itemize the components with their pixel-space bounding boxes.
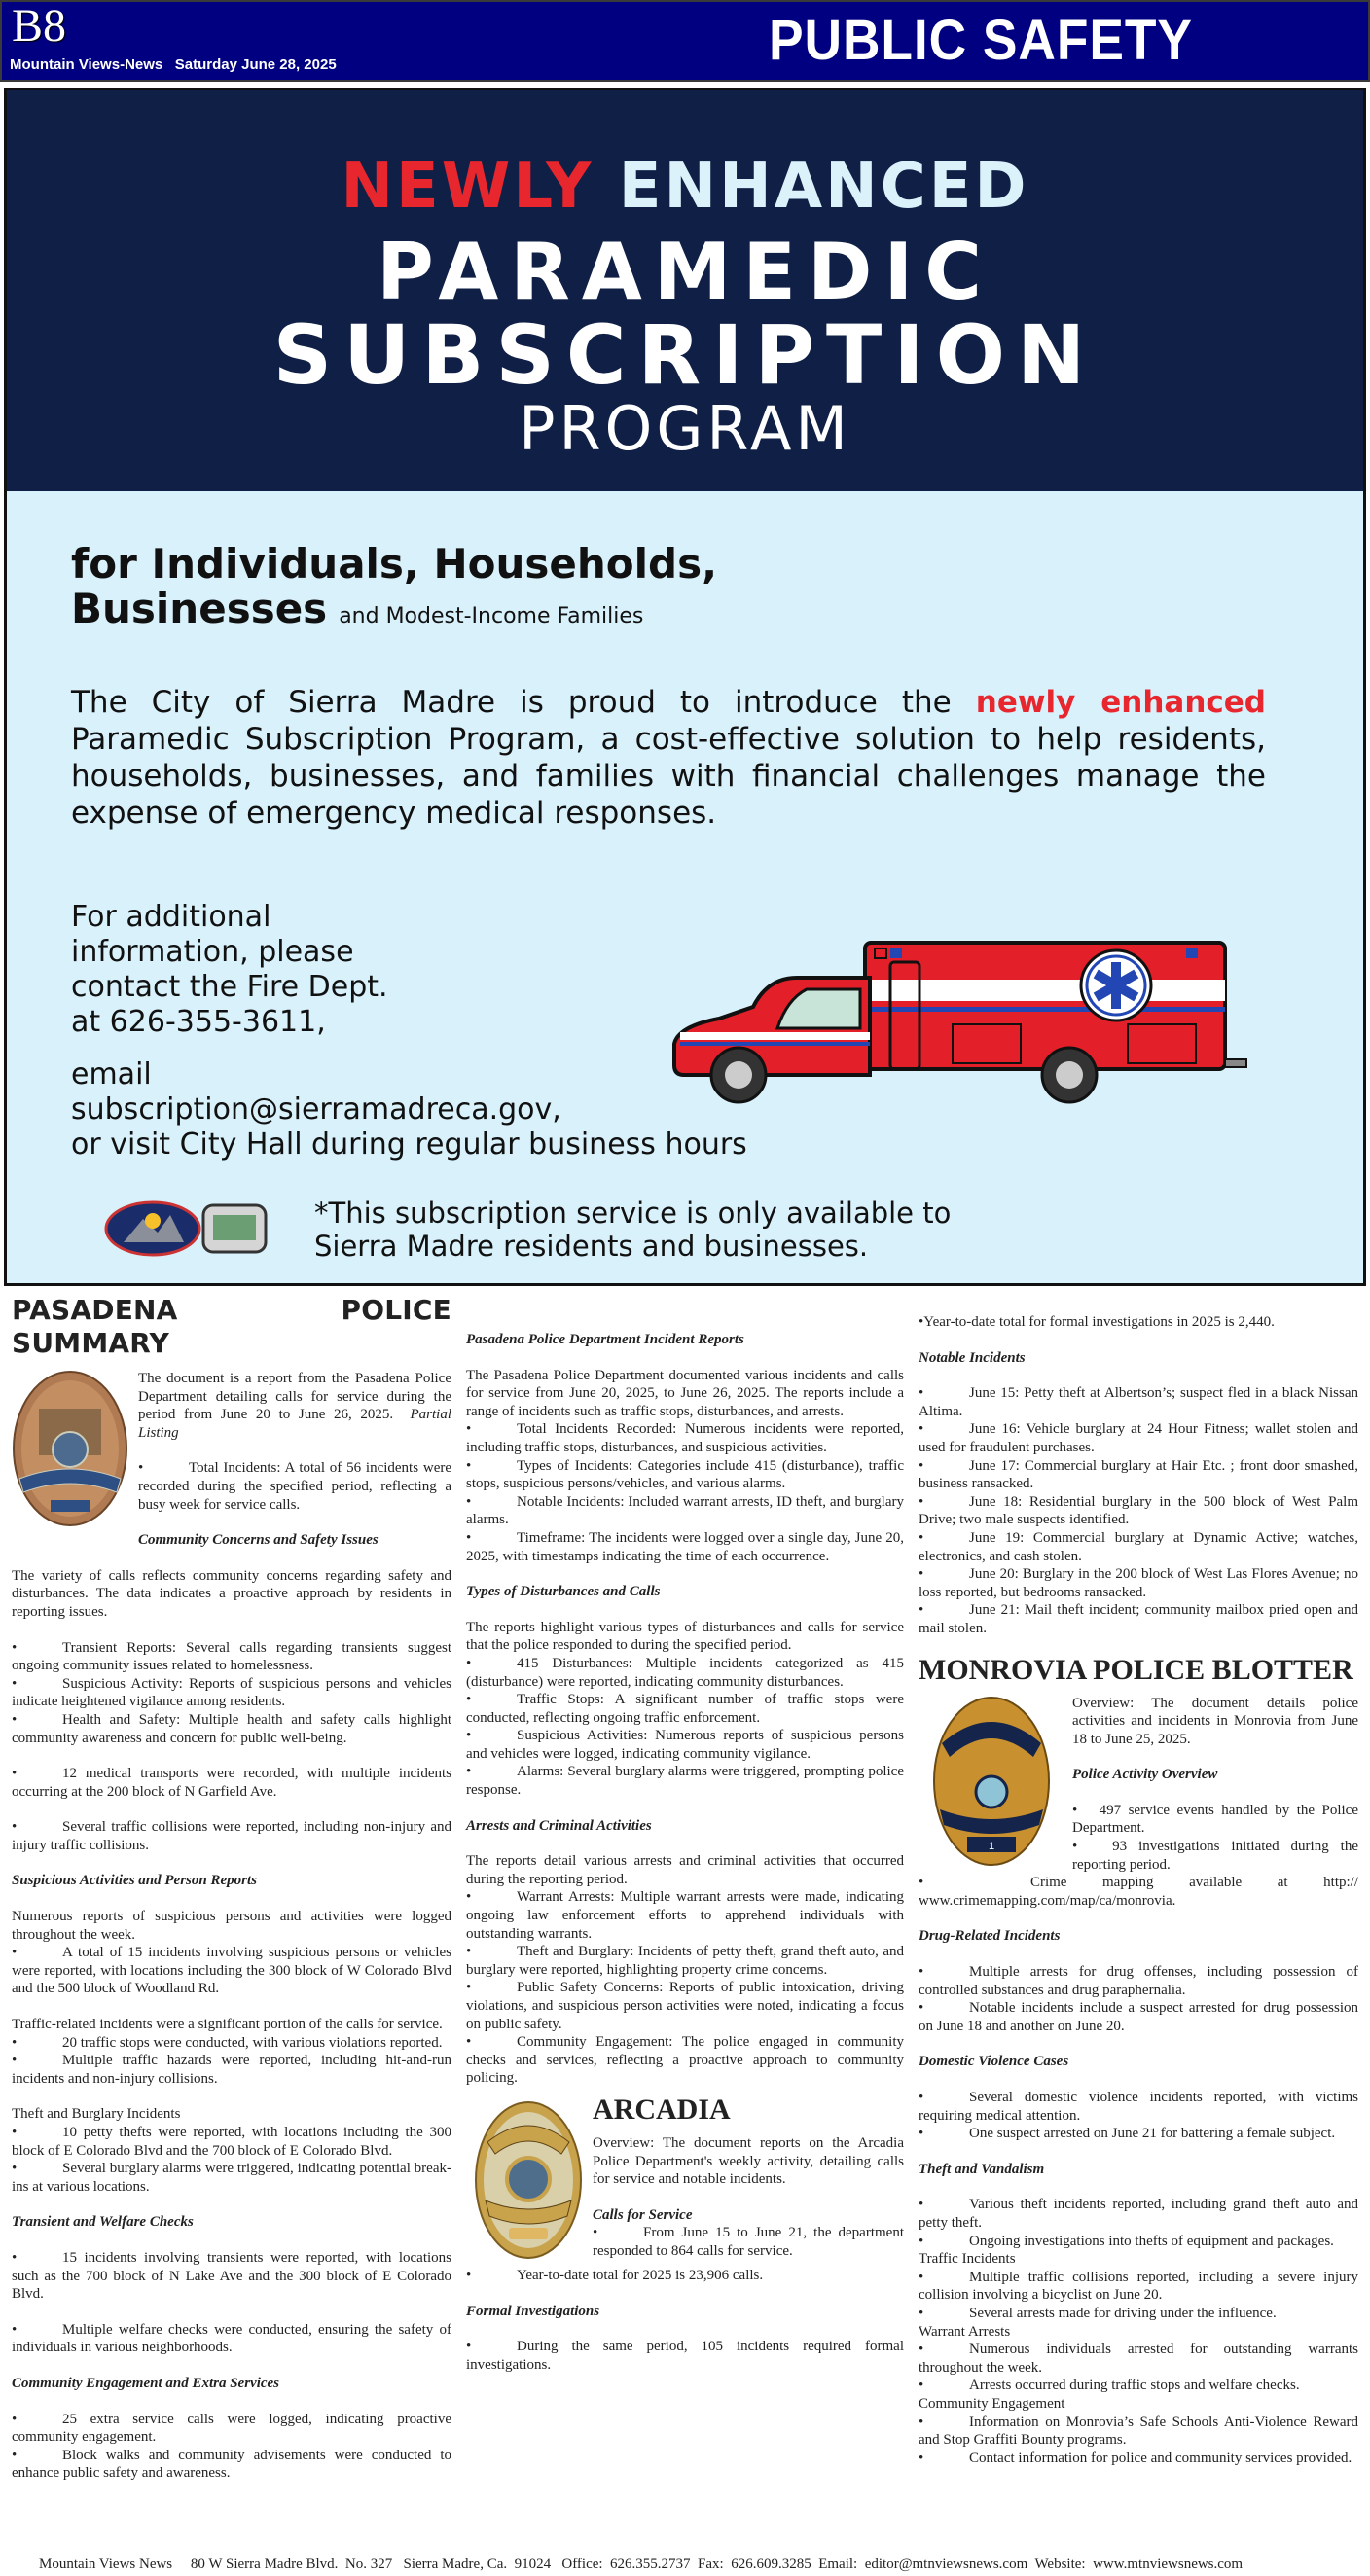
section-subheading: Suspicious Activities and Person Reports	[12, 1873, 257, 1889]
list-item: • Information on Monrovia’s Safe Schools Anti-Violence Reward and Stop Graffiti Bounty programs.	[919, 2414, 1358, 2449]
list-item: • Alarms: Several burglary alarms were triggered, prompting police response.	[466, 1764, 904, 1799]
bullet-text: Multiple welfare checks were conducted, ensuring the safety of individuals in various neighborhoods.	[12, 2321, 451, 2356]
section-subheading: Arrests and Criminal Activities	[466, 1817, 652, 1834]
disclaimer-line2: Sierra Madre residents and businesses.	[314, 1230, 869, 1263]
ad-intro-post: Paramedic Subscription Program, a cost-effective solution to help residents, households, businesses, and families with financial challenges manage the expense of emergency medical responses.	[71, 722, 1266, 831]
bullet-text: Notable incidents include a suspect arrested for drug possession on June 18 and another on June 20.	[919, 2000, 1358, 2034]
list-item: • 20 traffic stops were conducted, with various violations reported.	[12, 2034, 443, 2051]
list-item: • Warrant Arrests: Multiple warrant arrests were made, indicating ongoing law enforcement efforts to apprehend individuals with outstanding warrants.	[466, 1889, 904, 1942]
contact-line: For additional	[71, 900, 271, 934]
list-item: • From June 15 to June 21, the department responded to 864 calls for service.	[593, 2225, 904, 2259]
section-subheading: Drug-Related Incidents	[919, 1928, 1061, 1945]
bullet-text: June 21: Mail theft incident; community mailbox pried open and mail stolen.	[919, 1602, 1358, 1636]
bullet-text: 15 incidents involving transients were reported, with locations such as the 700 block of N Lake Ave and the 300 block of E Colorado Blvd.	[12, 2249, 451, 2303]
email-address[interactable]: subscription@sierramadreca.gov,	[71, 1092, 561, 1127]
ad-headline-line1	[7, 151, 1363, 223]
bullet-text: Arrests occurred during traffic stops and welfare checks.	[969, 2378, 1300, 2394]
bullet-text: June 20: Burglary in the 200 block of West Las Flores Avenue; no loss reported, but bedrooms ransacked.	[919, 1566, 1358, 1600]
bullet-text: Transient Reports: Several calls regarding transients suggest ongoing community issues related to homelessness.	[12, 1639, 451, 1674]
list-item: • Various theft incidents reported, including grand theft auto and petty theft.	[919, 2197, 1358, 2231]
bullet-text: 415 Disturbances: Multiple incidents categorized as 415 (disturbance) were reported, indicating community disturbances.	[466, 1655, 904, 1690]
svg-text:1: 1	[988, 1840, 995, 1852]
paragraph: The reports highlight various types of disturbances and calls for service that the police responded to during the specified period.	[466, 1619, 904, 1654]
bullet-text: Suspicious Activities: Numerous reports of suspicious persons and vehicles were logged, indicating community vigilance.	[466, 1728, 904, 1762]
pasadena-continued-and-arcadia	[466, 1313, 904, 2374]
list-item: • Multiple arrests for drug offenses, including possession of controlled substances and drug paraphernalia.	[919, 1964, 1358, 1998]
paragraph-label: Traffic Incidents	[919, 2251, 1016, 2268]
section-subheading: Types of Disturbances and Calls	[466, 1584, 661, 1600]
bullet-text: Several traffic collisions were reported, including non-injury and injury traffic collisions.	[12, 1819, 451, 1853]
bullet-text: Traffic Stops: A significant number of traffic stops were conducted, reflecting ongoing traffic enforcement.	[466, 1692, 904, 1726]
article-headline: ARCADIA	[593, 2093, 731, 2126]
pasadena-police-summary	[12, 1294, 451, 2483]
list-item: • June 20: Burglary in the 200 block of West Las Flores Avenue; no loss reported, but bedrooms ransacked.	[919, 1566, 1358, 1600]
bullet-text: Several arrests made for driving under the influence.	[969, 2305, 1277, 2321]
list-item: • Suspicious Activities: Numerous reports of suspicious persons and vehicles were logged, indicating community vigilance.	[466, 1728, 904, 1762]
bullet-text: Total Incidents: A total of 56 incidents were recorded during the specified period, reflecting a busy week for service calls.	[138, 1460, 451, 1513]
section-subheading: Formal Investigations	[466, 2303, 600, 2319]
list-item: • 497 service events handled by the Police Department.	[1072, 1802, 1358, 1837]
list-item: • Multiple traffic collisions reported, including a severe injury collision involving a bicyclist on June 20.	[919, 2269, 1358, 2304]
paragraph-label: Theft and Burglary Incidents	[12, 2106, 181, 2123]
contact-phone: at 626-355-3611,	[71, 1005, 326, 1039]
partial-listing-note: Partial Listing	[138, 1407, 452, 1441]
list-item: • Year-to-date total for 2025 is 23,906 calls.	[466, 2267, 764, 2283]
crime-mapping-link[interactable]: Crime mapping available at http:// www.crimemapping.com/map/ca/monrovia.	[919, 1875, 1358, 1909]
bullet-text: Multiple arrests for drug offenses, including possession of controlled substances and drug paraphernalia.	[919, 1964, 1358, 1998]
list-item: • Community Engagement: The police engaged in community checks and services, reflecting a proactive approach to community policing.	[466, 2034, 904, 2087]
ad-body	[7, 491, 1363, 1283]
section-subheading: Community Concerns and Safety Issues	[138, 1532, 379, 1549]
bullet-text: Multiple traffic collisions reported, including a severe injury collision involving a bicyclist on June 20.	[919, 2269, 1358, 2304]
section-subheading: Notable Incidents	[919, 1349, 1026, 1366]
section-subheading: Transient and Welfare Checks	[12, 2214, 194, 2231]
bullet-text: 497 service events handled by the Police Department.	[1072, 1802, 1358, 1837]
bullet-text: During the same period, 105 incidents required formal investigations.	[466, 2339, 904, 2373]
list-item: • During the same period, 105 incidents required formal investigations.	[466, 2339, 904, 2373]
ad-intro-paragraph	[71, 684, 1266, 832]
list-item: • June 16: Vehicle burglary at 24 Hour Fitness; wallet stolen and used for fraudulent purchases.	[919, 1421, 1358, 1455]
paper-name-and-date: Mountain Views-News Saturday June 28, 2025	[10, 56, 337, 73]
bullet-text: Warrant Arrests: Multiple warrant arrests were made, indicating ongoing law enforcement efforts to apprehend individuals with outstanding warrants.	[466, 1889, 904, 1942]
ad-intro-highlight: newly enhanced	[975, 685, 1266, 720]
paragraph: Numerous reports of suspicious persons and activities were logged throughout the week.	[12, 1909, 451, 1943]
section-subheading: Pasadena Police Department Incident Reports	[466, 1332, 744, 1347]
list-item: • Suspicious Activity: Reports of suspicious persons and vehicles indicate heightened vigilance among residents.	[12, 1675, 451, 1710]
bullet-text: A total of 15 incidents involving suspicious persons or vehicles were reported, with locations including the 300 block of W Colorado Blvd and the 500 block of Woodland Rd.	[12, 1945, 451, 1997]
visit-city-hall: or visit City Hall during regular business hours	[71, 1127, 747, 1162]
list-item: • June 15: Petty theft at Albertson’s; suspect fled in a black Nissan Altima.	[919, 1385, 1358, 1419]
pasadena-badge-icon	[12, 1370, 128, 1527]
section-title: PUBLIC SAFETY	[769, 9, 1193, 72]
arcadia-police-badge-image	[474, 2099, 583, 2261]
bullet-text: Alarms: Several burglary alarms were triggered, prompting police response.	[466, 1764, 904, 1799]
section-subheading: Domestic Violence Cases	[919, 2054, 1069, 2070]
list-item: • Total Incidents Recorded: Numerous incidents were reported, including traffic stops, disturbances, and suspicious activities.	[466, 1421, 904, 1455]
list-item: • Several traffic collisions were reported, including non-injury and injury traffic collisions.	[12, 1819, 451, 1853]
monrovia-badge-icon	[932, 1695, 1051, 1868]
bullet-text: June 17: Commercial burglary at Hair Etc. ; front door smashed, business ransacked.	[919, 1457, 1358, 1492]
bullet-text: 12 medical transports were recorded, with multiple incidents occurring at the 200 block of N Garfield Ave.	[12, 1766, 451, 1800]
arcadia-badge-icon	[474, 2099, 583, 2261]
intro-text: The document is a report from the Pasadena Police Department detailing calls for service during the period from June 20 to June 26, 2025.	[138, 1371, 451, 1423]
list-item: • June 18: Residential burglary in the 500 block of West Palm Drive; two male suspects identified.	[919, 1493, 1358, 1528]
bullet-text: Ongoing investigations into thefts of equipment and packages.	[969, 2233, 1334, 2249]
ad-disclaimer	[314, 1197, 951, 1263]
ad-audience-line2: Businesses	[71, 585, 328, 632]
paragraph: The variety of calls reflects community concerns regarding safety and disturbances. The data indicates a proactive approach by residents in reporting issues.	[12, 1567, 451, 1620]
paragraph-label: Warrant Arrests	[919, 2323, 1011, 2340]
list-item: • Crime mapping available at http:// www.crimemapping.com/map/ca/monrovia.	[919, 1875, 1358, 1909]
list-item: • Traffic Stops: A significant number of traffic stops were conducted, reflecting ongoing traffic enforcement.	[466, 1692, 904, 1726]
list-item: • Ongoing investigations into thefts of equipment and packages.	[919, 2233, 1334, 2249]
paragraph: Traffic-related incidents were a significant portion of the calls for service.	[12, 2017, 443, 2033]
list-item: • 415 Disturbances: Multiple incidents categorized as 415 (disturbance) were reported, indicating community disturbances.	[466, 1655, 904, 1690]
list-item: • Several domestic violence incidents reported, with victims requiring medical attention.	[919, 2090, 1358, 2124]
page-number: B8	[12, 0, 67, 52]
ad-audience-small: and Modest-Income Families	[339, 604, 644, 628]
list-item: • One suspect arrested on June 21 for battering a female subject.	[919, 2126, 1336, 2142]
list-item: •Year-to-date total for formal investigations in 2025 is 2,440.	[919, 1314, 1275, 1330]
ad-contact-info	[71, 900, 747, 1163]
bullet-text: Year-to-date total for formal investigations in 2025 is 2,440.	[923, 1314, 1275, 1330]
list-item: • Arrests occurred during traffic stops and welfare checks.	[919, 2378, 1300, 2394]
arcadia-overview: Overview: The document reports on the Arcadia Police Department's weekly activity, detailing calls for service and notable incidents.	[593, 2134, 904, 2188]
list-item: • A total of 15 incidents involving suspicious persons or vehicles were reported, with locations including the 300 block of W Colorado Blvd and the 500 block of Woodland Rd.	[12, 1945, 451, 1997]
email-label: email	[71, 1057, 152, 1091]
list-item: • June 21: Mail theft incident; community mailbox pried open and mail stolen.	[919, 1602, 1358, 1636]
bullet-text: 20 traffic stops were conducted, with various violations reported.	[62, 2034, 443, 2051]
contact-line: contact the Fire Dept.	[71, 970, 388, 1004]
bullet-text: June 15: Petty theft at Albertson’s; suspect fled in a black Nissan Altima.	[919, 1385, 1358, 1419]
bullet-text: Numerous individuals arrested for outstanding warrants throughout the week.	[919, 2342, 1358, 2376]
bullet-text: Types of Incidents: Categories include 415 (disturbance), traffic stops, suspicious persons/vehicles, and various alarms.	[466, 1457, 904, 1492]
paragraph: The Pasadena Police Department documented various incidents and calls for service from June 20, 2025, to June 26, 2025. The reports include a range of incidents such as traffic stops, disturbances, and arrests.	[466, 1367, 904, 1419]
ad-headline-newly: NEWLY	[341, 151, 595, 223]
bullet-text: June 18: Residential burglary in the 500 block of West Palm Drive; two male suspects identified.	[919, 1493, 1358, 1528]
paramedic-subscription-ad	[4, 88, 1366, 1286]
section-subheading: Police Activity Overview	[1072, 1767, 1218, 1783]
page-footer: Mountain Views News 80 W Sierra Madre Blvd. No. 327 Sierra Madre, Ca. 91024 Office: 626.355.2737 Fax: 626.609.3285 Email: editor@mtnviewsnews.com Website: www.mtnviewsnews.com	[39, 2557, 1244, 2572]
ad-headline-paramedic: PARAMEDIC	[377, 227, 993, 317]
disclaimer-line1: *This subscription service is only available to	[314, 1197, 952, 1230]
bullet-text: 25 extra service calls were logged, indicating proactive community engagement.	[12, 2411, 451, 2446]
ad-audience-line1: for Individuals, Households,	[71, 540, 718, 588]
bullet-text: Suspicious Activity: Reports of suspicious persons and vehicles indicate heightened vigilance among residents.	[12, 1675, 451, 1710]
bullet-text: Multiple traffic hazards were reported, including hit-and-run incidents and non-injury collisions.	[12, 2053, 451, 2087]
masthead	[0, 0, 1370, 82]
list-item: • Timeframe: The incidents were logged over a single day, June 20, 2025, with timestamps indicating the time of each occurrence.	[466, 1529, 904, 1564]
paragraph: The reports detail various arrests and criminal activities that occurred during the reporting period.	[466, 1853, 904, 1887]
list-item: • Numerous individuals arrested for outstanding warrants throughout the week.	[919, 2342, 1358, 2376]
ad-headline-program: PROGRAM	[519, 393, 851, 464]
monrovia-police-badge-image	[932, 1695, 1051, 1868]
section-subheading: Theft and Vandalism	[919, 2161, 1045, 2177]
ad-headline-subscription: SUBSCRIPTION	[272, 307, 1098, 403]
bullet-text: 93 investigations initiated during the reporting period.	[1072, 1839, 1358, 1873]
list-item: • Notable Incidents: Included warrant arrests, ID theft, and burglary alarms.	[466, 1493, 904, 1528]
list-item: • 10 petty thefts were reported, with locations including the 300 block of E Colorado Blvd and the 700 block of E Colorado Blvd.	[12, 2125, 451, 2159]
list-item: • Contact information for police and community services provided.	[919, 2450, 1352, 2466]
ad-headline-enhanced: ENHANCED	[618, 151, 1029, 223]
list-item: • Multiple traffic hazards were reported, including hit-and-run incidents and non-injury collisions.	[12, 2053, 451, 2087]
sierra-madre-fire-and-city-logos	[104, 1199, 289, 1258]
bullet-text: From June 15 to June 21, the department responded to 864 calls for service.	[593, 2225, 904, 2259]
bullet-text: Public Safety Concerns: Reports of public intoxication, driving violations, and suspicious person activities were noted, indicating a focus on public safety.	[466, 1980, 904, 2032]
list-item: • Theft and Burglary: Incidents of petty theft, grand theft auto, and burglary were reported, highlighting property crime concerns.	[466, 1944, 904, 1978]
list-item: • Notable incidents include a suspect arrested for drug possession on June 18 and another on June 20.	[919, 2000, 1358, 2034]
bullet-text: Health and Safety: Multiple health and safety calls highlight community awareness and concern for public well-being.	[12, 1711, 451, 1746]
bullet-text: June 19: Commercial burglary at Dynamic Active; watches, electronics, and cash stolen.	[919, 1529, 1358, 1564]
arcadia-continued-and-monrovia	[919, 1313, 1358, 2467]
list-item: • Several burglary alarms were triggered, indicating potential break-ins at various locations.	[12, 2161, 451, 2195]
list-item: • 12 medical transports were recorded, with multiple incidents occurring at the 200 block of N Garfield Ave.	[12, 1766, 451, 1800]
bullet-text: Various theft incidents reported, including grand theft auto and petty theft.	[919, 2197, 1358, 2231]
bullet-text: Information on Monrovia’s Safe Schools Anti-Violence Reward and Stop Graffiti Bounty programs.	[919, 2414, 1358, 2449]
pasadena-police-badge-image	[12, 1370, 128, 1527]
section-subheading: Community Engagement and Extra Services	[12, 2375, 280, 2391]
contact-line: information, please	[71, 935, 354, 969]
bullet-text: Total Incidents Recorded: Numerous incidents were reported, including traffic stops, disturbances, and suspicious activities.	[466, 1421, 904, 1455]
list-item: • Public Safety Concerns: Reports of public intoxication, driving violations, and suspicious person activities were noted, indicating a focus on public safety.	[466, 1980, 904, 2032]
list-item: • 25 extra service calls were logged, indicating proactive community engagement.	[12, 2411, 451, 2446]
bullet-text: Several domestic violence incidents reported, with victims requiring medical attention.	[919, 2090, 1358, 2124]
list-item: • June 19: Commercial burglary at Dynamic Active; watches, electronics, and cash stolen.	[919, 1529, 1358, 1564]
article-columns	[0, 1294, 1370, 2549]
ambulance-icon	[661, 939, 1303, 1104]
ad-intro-pre: The City of Sierra Madre is proud to introduce the	[71, 685, 976, 720]
ad-audience	[71, 542, 717, 639]
bullet-text: Community Engagement: The police engaged in community checks and services, reflecting a proactive approach to community policing.	[466, 2034, 904, 2087]
list-item: • Block walks and community advisements were conducted to enhance public safety and awareness.	[12, 2447, 451, 2482]
list-item: • Transient Reports: Several calls regarding transients suggest ongoing community issues related to homelessness.	[12, 1639, 451, 1674]
bullet-text: Year-to-date total for 2025 is 23,906 calls.	[517, 2267, 764, 2283]
bullet-text: Notable Incidents: Included warrant arrests, ID theft, and burglary alarms.	[466, 1493, 904, 1528]
section-subheading: Calls for Service	[593, 2206, 693, 2223]
list-item: • 93 investigations initiated during the reporting period.	[1072, 1839, 1358, 1873]
bullet-text: Theft and Burglary: Incidents of petty theft, grand theft auto, and burglary were reported, highlighting property crime concerns.	[466, 1944, 904, 1978]
list-item: • Health and Safety: Multiple health and safety calls highlight community awareness and concern for public well-being.	[12, 1711, 451, 1746]
bullet-text: 10 petty thefts were reported, with locations including the 300 block of E Colorado Blvd and the 700 block of E Colorado Blvd.	[12, 2125, 451, 2159]
list-item: • Total Incidents: A total of 56 incidents were recorded during the specified period, reflecting a busy week for service calls.	[138, 1460, 451, 1513]
list-item: • Types of Incidents: Categories include 415 (disturbance), traffic stops, suspicious persons/vehicles, and various alarms.	[466, 1457, 904, 1492]
monrovia-overview: Overview: The document details police activities and incidents in Monrovia from June 18 to June 25, 2025.	[1072, 1695, 1358, 1747]
bullet-text: June 16: Vehicle burglary at 24 Hour Fitness; wallet stolen and used for fraudulent purchases.	[919, 1421, 1358, 1455]
ad-headline-banner	[7, 90, 1363, 491]
list-item: • June 17: Commercial burglary at Hair Etc. ; front door smashed, business ransacked.	[919, 1457, 1358, 1492]
bullet-text: Several burglary alarms were triggered, indicating potential break-ins at various locations.	[12, 2161, 451, 2195]
article-headline: PASADENA POLICE SUMMARY	[12, 1294, 451, 1359]
bullet-text: Contact information for police and community services provided.	[969, 2450, 1352, 2466]
list-item: • 15 incidents involving transients were reported, with locations such as the 700 block of N Lake Ave and the 300 block of E Colorado Blvd.	[12, 2249, 451, 2303]
article-headline: MONROVIA POLICE BLOTTER	[919, 1653, 1353, 1686]
bullet-text: Block walks and community advisements were conducted to enhance public safety and awareness.	[12, 2447, 451, 2482]
list-item: • Multiple welfare checks were conducted, ensuring the safety of individuals in various neighborhoods.	[12, 2321, 451, 2356]
bullet-text: One suspect arrested on June 21 for battering a female subject.	[969, 2126, 1336, 2142]
bullet-text: Timeframe: The incidents were logged over a single day, June 20, 2025, with timestamps indicating the time of each occurrence.	[466, 1529, 904, 1564]
paragraph-label: Community Engagement	[919, 2395, 1065, 2412]
list-item: • Several arrests made for driving under the influence.	[919, 2305, 1277, 2321]
